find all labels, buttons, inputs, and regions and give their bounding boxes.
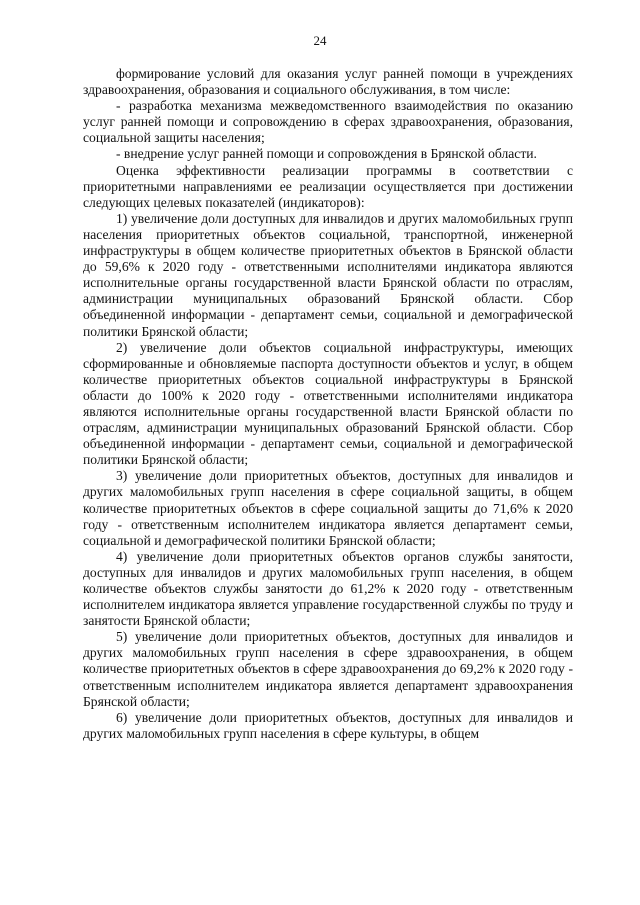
indicator-5: 5) увеличение доли приоритетных объектов, доступных для инвалидов и других маломобильных групп населения в сфере здравоохранения, в общем количестве приоритетных объектов в сфере здравоохранения до 69,2% к 2020 году - ответственным исполнителем индикатора является департамент здравоохранения Брянской области; <box>83 629 573 709</box>
list-item-mechanism: - разработка механизма межведомственного взаимодействия по оказанию услуг ранней помощи и сопровождению в сферах здравоохранения, образования, социальной защиты населения; <box>83 98 573 146</box>
indicator-6: 6) увеличение доли приоритетных объектов, доступных для инвалидов и других маломобильных групп населения в сфере культуры, в общем <box>83 709 573 741</box>
indicator-1: 1) увеличение доли доступных для инвалидов и других маломобильных групп населения приоритетных объектов социальной, транспортной, инженерной инфраструктуры в общем количестве приоритетных объектов в Брянской области до 59,6% к 2020 году - ответственными исполнителями индикатора являются исполнительные органы государственной власти Брянской области по отраслям, администрации муниципальных образований Брянской области. Сбор объединенной информации - департамент семьи, социальной и демографической политики Брянской области; <box>83 210 573 339</box>
indicator-2: 2) увеличение доли объектов социальной инфраструктуры, имеющих сформированные и обновляемые паспорта доступности объектов и услуг, в общем количестве приоритетных объектов социальной инфраструктуры в Брянской области до 100% к 2020 году - ответственными исполнителями индикатора являются исполнительные органы государственной власти Брянской области по отраслям, администрации муниципальных образований Брянской области. Сбор объединенной информации - департамент семьи, социальной и демографической политики Брянской области; <box>83 339 573 468</box>
indicator-3: 3) увеличение доли приоритетных объектов, доступных для инвалидов и других маломобильных групп населения в сфере социальной защиты, в общем количестве приоритетных объектов в сфере социальной защиты до 71,6% к 2020 году - ответственным исполнителем индикатора является департамент семьи, социальной и демографической политики Брянской области; <box>83 468 573 548</box>
paragraph-intro: формирование условий для оказания услуг ранней помощи в учреждениях здравоохранения, образования и социального обслуживания, в том числе: <box>83 66 573 98</box>
paragraph-evaluation: Оценка эффективности реализации программы в соответствии с приоритетными направлениями ее реализации осуществляется при достижении следующих целевых показателей (индикаторов): <box>83 162 573 210</box>
indicator-4: 4) увеличение доли приоритетных объектов органов службы занятости, доступных для инвалидов и других маломобильных групп населения, в общем количестве объектов службы занятости до 61,2% к 2020 году - ответственным исполнителем индикатора является управление государственной службы по труду и занятости Брянской области; <box>83 548 573 629</box>
list-item-implementation: - внедрение услуг ранней помощи и сопровождения в Брянской области. <box>116 146 537 162</box>
page-number: 24 <box>313 33 327 48</box>
document-body <box>83 66 573 742</box>
